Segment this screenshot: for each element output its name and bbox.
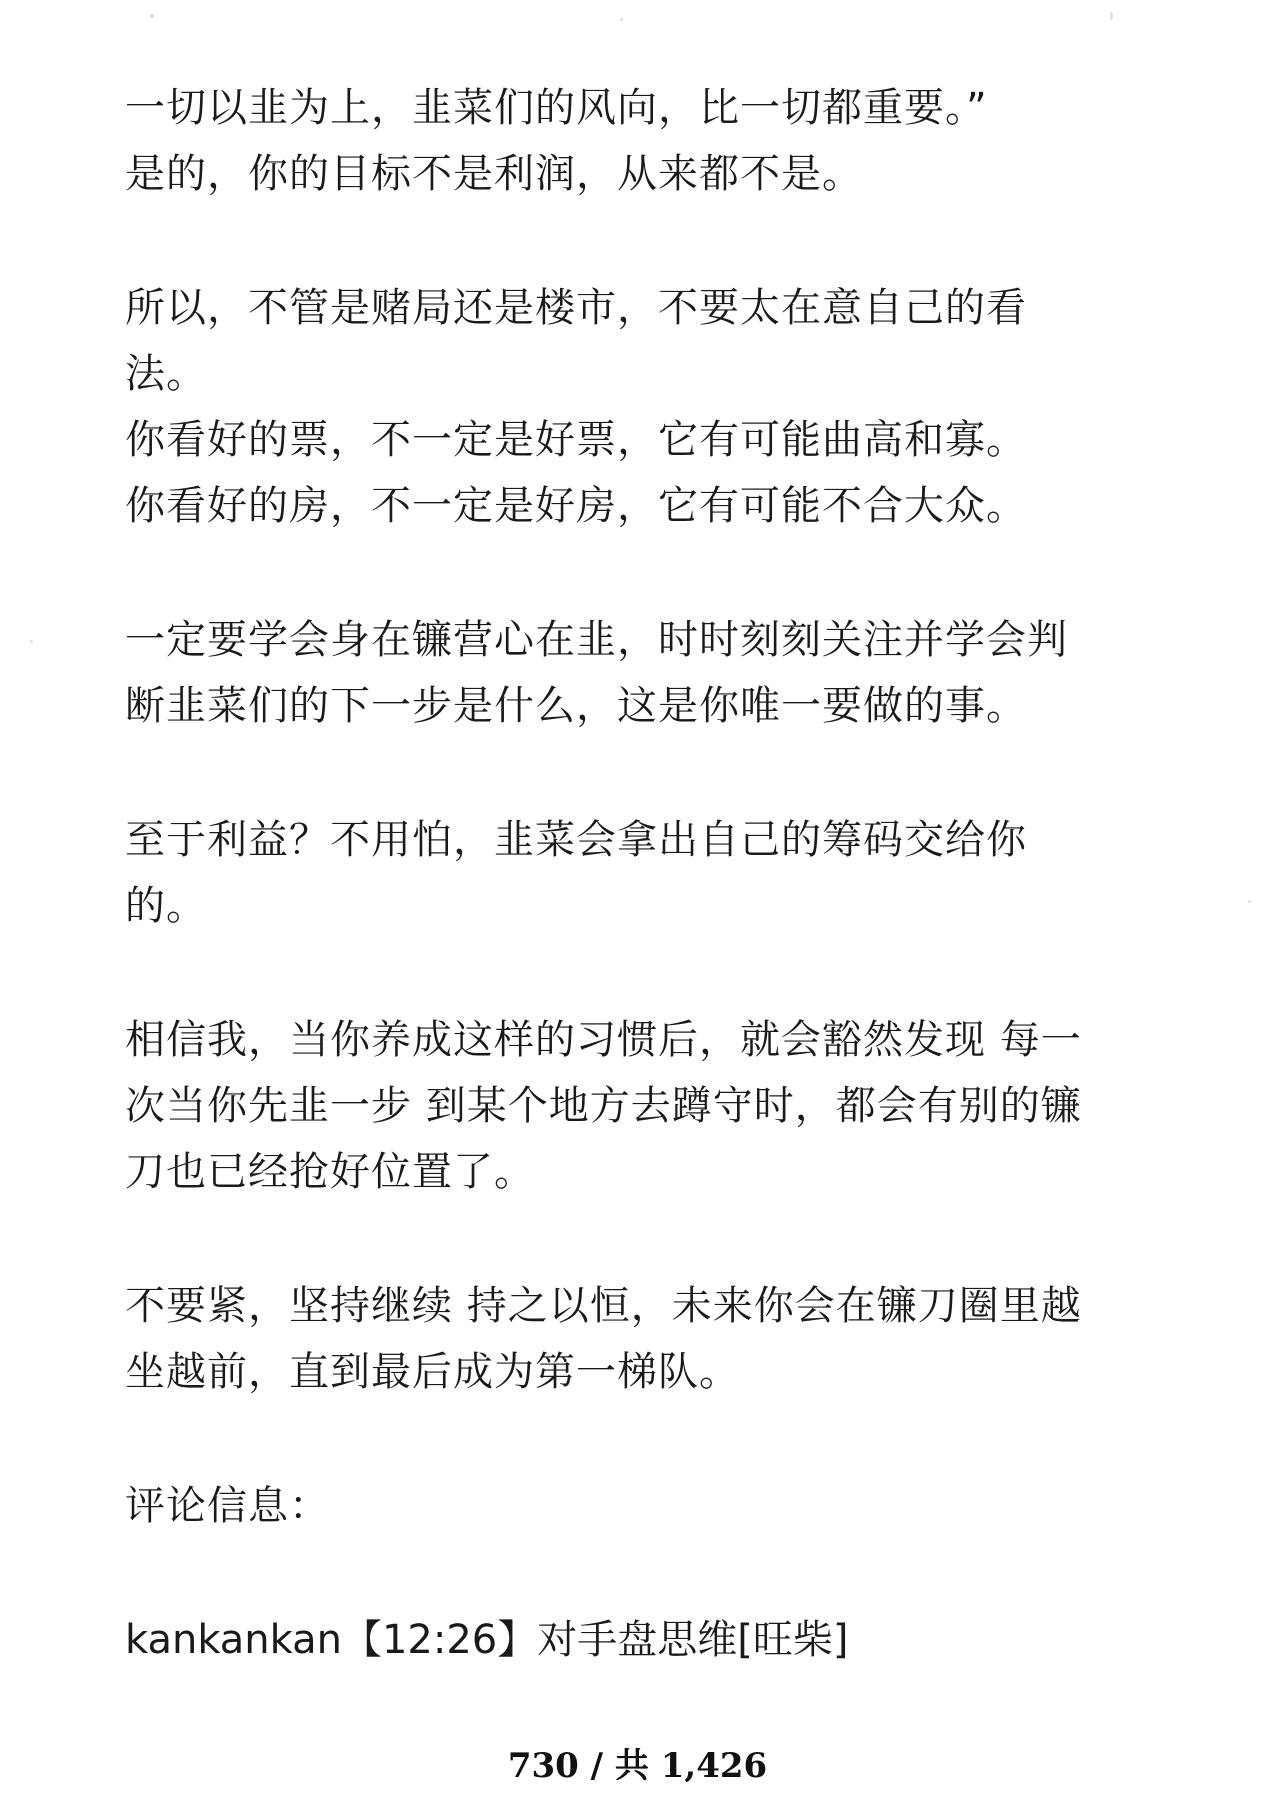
text-line: 次当你先韭一步 到某个地方去蹲守时，都会有别的镰: [125, 1083, 1082, 1129]
text-line: 坐越前，直到最后成为第一梯队。: [125, 1349, 740, 1395]
text-line: 所以，不管是赌局还是楼市，不要太在意自己的看: [125, 285, 1027, 331]
comment-entry: kankankan【12:26】对手盘思维[旺柴]: [125, 1617, 849, 1663]
scan-speck: [1110, 12, 1113, 20]
scan-speck: [150, 14, 154, 18]
text-line: 一定要学会身在镰营心在韭，时时刻刻关注并学会判: [125, 617, 1068, 663]
paragraph: [125, 275, 1155, 539]
text-line: 的。: [125, 883, 207, 929]
text-line: 相信我，当你养成这样的习惯后，就会豁然发现 每一: [125, 1017, 1082, 1063]
text-line: 法。: [125, 351, 207, 397]
page-number: 730 / 共 1,426: [507, 1746, 768, 1786]
scan-speck: [30, 640, 33, 643]
text-line: 你看好的票，不一定是好票，它有可能曲高和寡。: [125, 417, 1027, 463]
paragraph: [125, 807, 1155, 939]
scan-speck: [1248, 900, 1251, 903]
text-line: 你看好的房，不一定是好房，它有可能不合大众。: [125, 483, 1027, 529]
text-line: 至于利益？不用怕，韭菜会拿出自己的筹码交给你: [125, 817, 1027, 863]
paragraph: [125, 1273, 1155, 1405]
text-line: 断韭菜们的下一步是什么，这是你唯一要做的事。: [125, 683, 1027, 729]
text-line: 刀也已经抢好位置了。: [125, 1149, 535, 1195]
text-line: 是的，你的目标不是利润，从来都不是。: [125, 151, 863, 197]
paragraph: [125, 607, 1155, 739]
scan-speck: [620, 18, 623, 21]
comments-heading: 评论信息：: [125, 1483, 330, 1529]
paragraph: [125, 75, 1155, 207]
text-line: 不要紧，坚持继续 持之以恒，未来你会在镰刀圈里越: [125, 1283, 1082, 1329]
paragraph: [125, 1007, 1155, 1205]
text-line: 一切以韭为上，韭菜们的风向，比一切都重要。”: [125, 85, 988, 131]
document-body: [125, 75, 1155, 1673]
